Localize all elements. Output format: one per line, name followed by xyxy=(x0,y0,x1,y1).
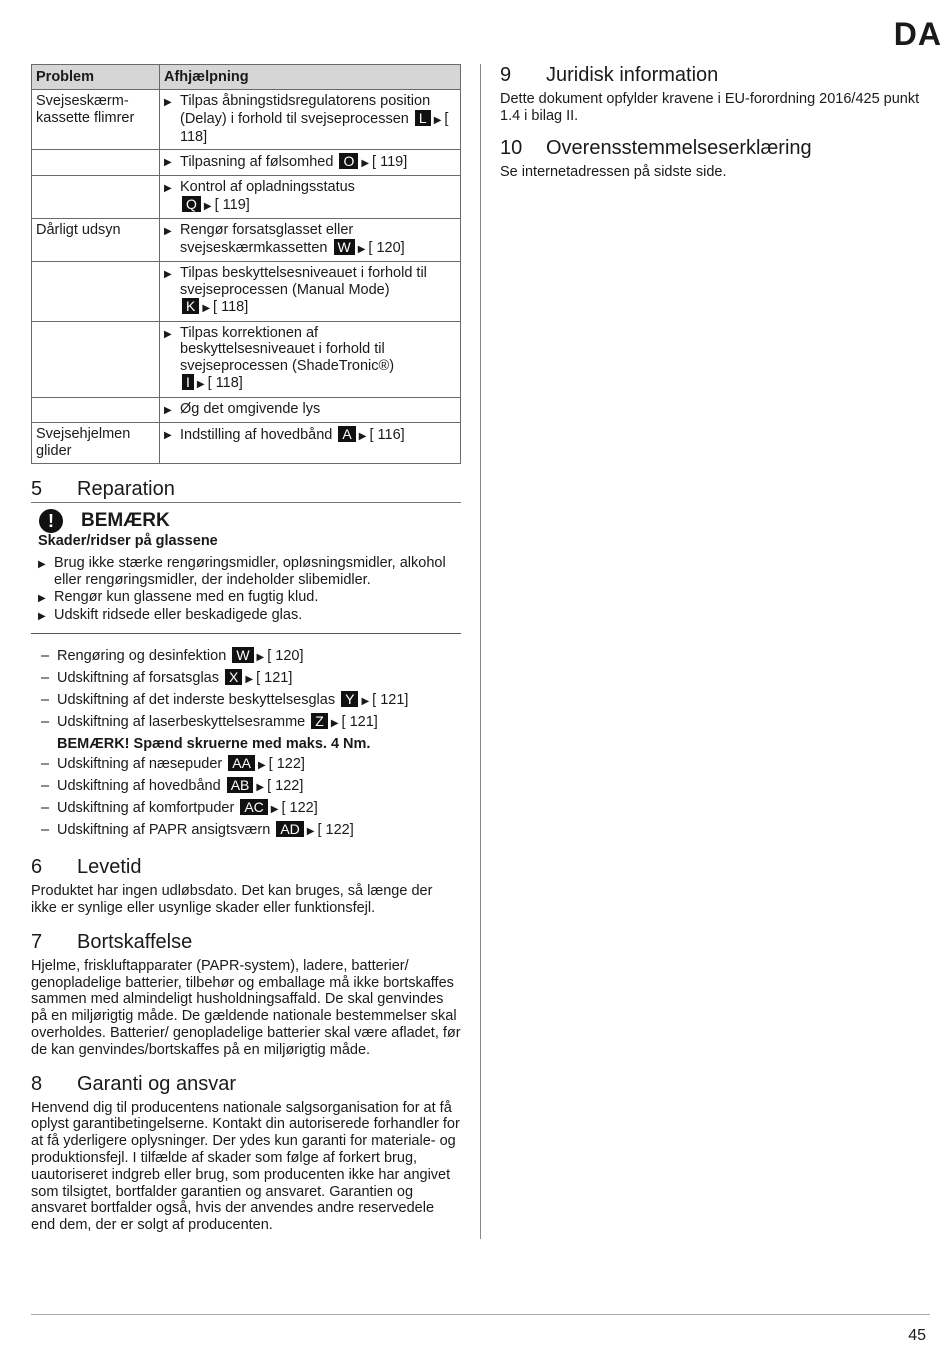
list-item xyxy=(38,555,461,589)
page-ref: [ 119] xyxy=(372,153,408,170)
page-ref: [ 120] xyxy=(368,239,405,256)
ref-arrow-icon: ▶ xyxy=(202,303,211,314)
notice-title: BEMÆRK xyxy=(81,510,170,531)
notice-item-text: Udskift ridsede eller beskadigede glas. xyxy=(54,607,303,624)
bullet-triangle-icon: ▶ xyxy=(38,592,46,604)
bullet-triangle-icon: ▶ xyxy=(164,97,172,108)
remedy-cell xyxy=(160,149,461,176)
problem-cell: Dårligt udsyn xyxy=(32,219,160,262)
section-heading xyxy=(31,1073,461,1096)
figure-ref-box: K xyxy=(182,298,199,314)
ref-arrow-icon: ▶ xyxy=(306,826,315,838)
ref-arrow-icon: ▶ xyxy=(433,114,442,126)
figure-ref-box: Y xyxy=(341,691,358,707)
table-row xyxy=(32,149,461,176)
list-item: – Udskiftning af komfortpuder AC ▶ [ 122] xyxy=(41,799,318,817)
problem-cell: Svejseskærm- kassette flimrer xyxy=(32,90,160,150)
ref-arrow-icon: ▶ xyxy=(196,379,205,390)
list-item: – Udskiftning af PAPR ansigtsværn AD ▶ [ 122] xyxy=(41,821,354,839)
list-item xyxy=(38,589,461,608)
section-body: Produktet har ingen udløbsdato. Det kan bruges, så længe der ikke er synlige eller usynlige skader eller funktionsfejl. xyxy=(31,883,433,916)
remedy-cell xyxy=(160,397,461,423)
header-remedy: Afhjælpning xyxy=(160,65,461,90)
page-ref: [ 118] xyxy=(213,299,249,315)
figure-ref-box: AB xyxy=(227,777,254,793)
section-body: Dette dokument opfylder kravene i EU-forordning 2016/425 punkt 1.4 i bilag II. xyxy=(500,91,920,124)
page-ref: [ 116] xyxy=(369,427,405,443)
item-text: Udskiftning af forsatsglas xyxy=(57,670,219,687)
section-number: 6 xyxy=(31,856,43,879)
problem-cell: Svejsehjelmen glider xyxy=(32,423,160,464)
table-row xyxy=(32,90,461,150)
exclamation-icon: ! xyxy=(39,509,63,533)
bullet-triangle-icon: ▶ xyxy=(38,611,46,623)
section-garanti xyxy=(31,1073,461,1234)
section-number: 9 xyxy=(500,64,512,86)
item-text: Udskiftning af hovedbånd xyxy=(57,778,221,795)
ref-arrow-icon: ▶ xyxy=(361,696,370,708)
ref-arrow-icon: ▶ xyxy=(357,243,366,255)
right-column xyxy=(500,64,930,180)
page-ref: [ 120] xyxy=(267,648,304,665)
notice-subtitle: Skader/ridser på glassene xyxy=(38,533,218,549)
section-body: Henvend dig til producentens nationale salgsorganisation for at få oplyst garantibetingelserne. Kontakt din autoriserede forhandler for at få yderligere oplysninger. Der ydes kun garanti for materiale- og produktionsfejl. I tilfælde af skader som følge af forkert brug, uautoriseret indgreb eller brug, som producenten ikke har angivet som tilsigtet, bortfalder garantien og ansvaret. Garantien og ansvaret bortfalder også, hvis der anvendes andre reservedele end dem, der er solgt af producenten. xyxy=(31,1099,460,1234)
section-title: Juridisk information xyxy=(546,64,719,86)
section-title: Reparation xyxy=(77,478,175,500)
notice-item-text: Brug ikke stærke rengøringsmidler, opløsningsmidler, alkohol eller rengøringsmidler, der indeholder slibemidler. xyxy=(54,555,446,588)
figure-ref-box: X xyxy=(225,669,242,685)
bullet-triangle-icon: ▶ xyxy=(38,559,46,570)
section-title: Overensstemmelseserklæring xyxy=(546,136,812,159)
page-ref: [ 122] xyxy=(267,778,304,795)
section-overensstemmelse xyxy=(500,137,930,181)
section-number: 7 xyxy=(31,930,43,953)
figure-ref-box: W xyxy=(232,647,253,663)
table-row xyxy=(32,321,461,397)
ref-arrow-icon: ▶ xyxy=(203,200,212,212)
notice-box xyxy=(31,509,461,634)
remedy-cell xyxy=(160,90,461,150)
list-item: – Udskiftning af det inderste beskyttelsesglas Y ▶ [ 121] xyxy=(41,691,409,709)
repair-list xyxy=(41,646,461,842)
section-body: Hjelme, friskluftapparater (PAPR-system), ladere, batterier/ genopladelige batterier, tilbehør og emballage må ikke bortskaffes sammen med almindeligt husholdningsaffald. De skal genvindes på en miljørigtig måde. De gældende nationale bestemmelser skal overholdes. Batterier/ genopladelige batterier skal være afladet, før de kan genvindes/bortskaffes på en miljørigtig måde. xyxy=(31,957,461,1058)
figure-ref-box: I xyxy=(182,374,194,390)
ref-arrow-icon: ▶ xyxy=(358,431,367,442)
ref-arrow-icon: ▶ xyxy=(256,782,265,794)
page-number: 45 xyxy=(908,1327,926,1344)
list-item: – Udskiftning af laserbeskyttelsesramme Z ▶ [ 121] BEMÆRK! Spænd skruerne med maks. 4 Nm. xyxy=(41,713,378,753)
page-ref: [ 121] xyxy=(341,714,378,731)
remedy-text: Tilpasning af følsomhed xyxy=(180,153,334,170)
ref-arrow-icon: ▶ xyxy=(361,157,370,169)
remedy-cell xyxy=(160,423,461,464)
bullet-triangle-icon: ▶ xyxy=(164,328,172,340)
troubleshooting-table xyxy=(31,64,461,464)
footer-rule xyxy=(31,1314,930,1315)
table-row xyxy=(32,176,461,219)
item-text: Udskiftning af komfortpuder xyxy=(57,800,235,817)
remedy-cell xyxy=(160,262,461,322)
figure-ref-box: AA xyxy=(228,755,255,771)
torque-warning: BEMÆRK! Spænd skruerne med maks. 4 Nm. xyxy=(57,736,371,753)
page-ref: [ 122] xyxy=(317,822,354,839)
section-heading xyxy=(500,137,930,160)
problem-cell xyxy=(32,149,160,176)
section-reparation xyxy=(31,478,461,842)
page-ref: [ 121] xyxy=(256,670,293,687)
figure-ref-box: W xyxy=(334,239,355,255)
table-row xyxy=(32,423,461,464)
bullet-triangle-icon: ▶ xyxy=(164,404,172,416)
bullet-triangle-icon: ▶ xyxy=(164,156,172,168)
item-text: Udskiftning af det inderste beskyttelsesglas xyxy=(57,692,336,709)
table-row xyxy=(32,262,461,322)
page-ref: [ 122] xyxy=(281,800,318,817)
table-row xyxy=(32,397,461,423)
list-item xyxy=(38,607,461,626)
section-heading xyxy=(31,856,461,879)
figure-ref-box: O xyxy=(339,153,358,169)
left-column xyxy=(31,64,461,1234)
section-bortskaffelse xyxy=(31,931,461,1059)
remedy-text: Tilpas korrektionen af beskyttelsesniveauet i forhold til svejseprocessen (ShadeTronic®) xyxy=(180,324,395,374)
page-ref: [ 119] xyxy=(214,196,250,213)
section-juridisk xyxy=(500,64,930,125)
ref-arrow-icon: ▶ xyxy=(256,652,265,664)
remedy-text: Kontrol af opladningsstatus xyxy=(180,179,355,195)
table-header-row xyxy=(32,65,461,90)
section-number: 8 xyxy=(31,1072,43,1095)
section-heading xyxy=(31,478,461,503)
figure-ref-box: A xyxy=(338,426,355,442)
ref-arrow-icon: ▶ xyxy=(245,674,254,686)
section-title: Levetid xyxy=(77,856,142,879)
item-text: Udskiftning af næsepuder xyxy=(57,756,223,773)
list-item: – Rengøring og desinfektion W ▶ [ 120] xyxy=(41,647,304,665)
section-number: 10 xyxy=(500,136,523,159)
ref-arrow-icon: ▶ xyxy=(270,804,279,816)
problem-cell xyxy=(32,397,160,423)
section-levetid xyxy=(31,856,461,917)
remedy-text: Indstilling af hovedbånd xyxy=(180,427,333,443)
problem-cell xyxy=(32,176,160,219)
section-heading xyxy=(31,931,461,954)
table-row xyxy=(32,219,461,262)
problem-cell xyxy=(32,321,160,397)
notice-item-text: Rengør kun glassene med en fugtig klud. xyxy=(54,588,319,605)
page-ref: [ 118] xyxy=(207,375,243,391)
figure-ref-box: L xyxy=(415,110,431,126)
list-item: – Udskiftning af hovedbånd AB ▶ [ 122] xyxy=(41,777,304,795)
language-tag: DA xyxy=(893,16,942,52)
page-ref: [ 121] xyxy=(372,692,409,709)
header-problem: Problem xyxy=(32,65,160,90)
item-text: Udskiftning af PAPR ansigtsværn xyxy=(57,822,271,839)
bullet-triangle-icon: ▶ xyxy=(164,430,172,441)
remedy-text: Tilpas beskyttelsesniveauet i forhold til svejseprocessen (Manual Mode) xyxy=(180,265,427,298)
section-body: Se internetadressen på sidste side. xyxy=(500,163,727,180)
bullet-triangle-icon: ▶ xyxy=(164,183,172,194)
remedy-cell xyxy=(160,219,461,262)
figure-ref-box: AC xyxy=(240,799,267,815)
remedy-cell xyxy=(160,176,461,219)
column-divider xyxy=(480,64,481,1239)
remedy-text: Tilpas åbningstidsregulatorens position (Delay) i forhold til svejseprocessen xyxy=(180,93,431,127)
problem-cell xyxy=(32,262,160,322)
bullet-triangle-icon: ▶ xyxy=(164,269,172,280)
item-text: Rengøring og desinfektion xyxy=(57,648,227,665)
page-ref: [ 122] xyxy=(268,756,305,773)
remedy-text: Øg det omgivende lys xyxy=(180,400,321,417)
item-text: Udskiftning af laserbeskyttelsesramme xyxy=(57,714,306,731)
section-title: Garanti og ansvar xyxy=(77,1072,236,1095)
figure-ref-box: AD xyxy=(276,821,303,837)
figure-ref-box: Q xyxy=(182,196,201,212)
divider xyxy=(31,633,461,634)
ref-arrow-icon: ▶ xyxy=(330,718,339,730)
remedy-text: Rengør forsatsglasset eller svejseskærmkassetten xyxy=(180,222,354,256)
ref-arrow-icon: ▶ xyxy=(257,760,266,772)
list-item: – Udskiftning af næsepuder AA ▶ [ 122] xyxy=(41,755,305,773)
section-title: Bortskaffelse xyxy=(77,930,193,953)
bullet-triangle-icon: ▶ xyxy=(164,226,172,237)
section-heading xyxy=(500,64,930,87)
list-item: – Udskiftning af forsatsglas X ▶ [ 121] xyxy=(41,669,293,687)
figure-ref-box: Z xyxy=(311,713,328,729)
section-number: 5 xyxy=(31,478,43,500)
remedy-cell xyxy=(160,321,461,397)
page-ref: [ 118] xyxy=(180,110,449,145)
